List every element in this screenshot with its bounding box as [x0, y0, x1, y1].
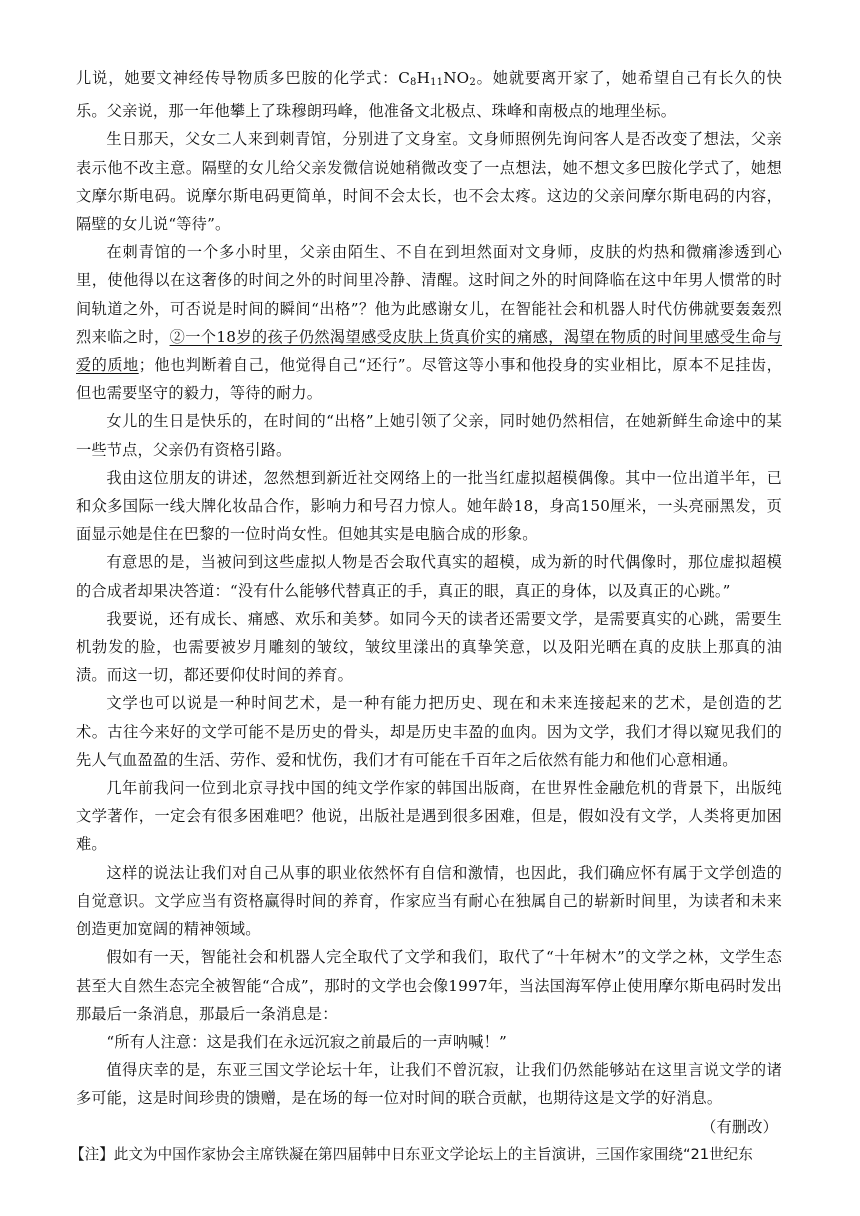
paragraph-10: 这样的说法让我们对自己从事的职业依然怀有自信和激情，也因此，我们确应怀有属于文学创造的自觉意识。文学应当有资格赢得时间的养育，作家应当有耐心在独属自己的崭新时间里，为读者和未来创造更加宽阔的精神领域。 — [76, 863, 782, 939]
paragraph-6: 有意思的是，当被问到这些虚拟人物是否会取代真实的超模，成为新的时代偶像时，那位虚拟超模的合成者却果决答道：“没有什么能够代替真正的手，真正的眼，真正的身体，以及真正的心跳。” — [76, 553, 782, 600]
text-run: ；他也判断着自己，他觉得自己“还行”。尽管这等小事和他投身的实业相比，原本不足挂齿，但也需要坚守的毅力，等待的耐力。 — [76, 356, 782, 403]
paragraph-13: 值得庆幸的是，东亚三国文学论坛十年，让我们不曾沉寂，让我们仍然能够站在这里言说文学的诸多可能，这是时间珍贵的馈赠，是在场的每一位对时间的联合贡献，也期待这是文学的好消息。 — [76, 1061, 782, 1108]
text-run: 在刺青馆的一个多小时里，父亲由陌生、不自在到坦然面对文身师，皮肤的灼热和微痛渗透到心里，使他得以在这奢侈的时间之外的时间里冷静、清醒。这时间之外的时间降临在这中年男人惯常的时间轨道之外，可否说是时间的瞬间“出格”？他为此感谢女儿，在智能社会和机器人时代仿佛就要轰轰烈烈来临之时， — [76, 243, 782, 346]
paragraph-1 — [76, 64, 782, 125]
paragraph-5: 我由这位朋友的讲述，忽然想到新近社交网络上的一批当红虚拟超模偶像。其中一位出道半年，已和众多国际一线大牌化妆品合作，影响力和号召力惊人。她年龄18，身高150厘米，一头亮丽黑发，页面显示她是住在巴黎的一位时尚女性。但她其实是电脑合成的形象。 — [76, 468, 782, 544]
footnote: 【注】此文为中国作家协会主席铁凝在第四届韩中日东亚文学论坛上的主旨演讲，三国作家围绕“21世纪东 — [70, 1145, 753, 1163]
paragraph-9: 几年前我问一位到北京寻找中国的纯文学作家的韩国出版商，在世界性金融危机的背景下，出版纯文学著作，一定会有很多困难吧？他说，出版社是遇到很多困难，但是，假如没有文学，人类将更加困难。 — [76, 779, 782, 854]
edit-note: （有删改） — [701, 1117, 778, 1136]
paragraph-3 — [76, 238, 782, 407]
paragraph-7: 我要说，还有成长、痛感、欢乐和美梦。如同今天的读者还需要文学，是需要真实的心跳，需要生机勃发的脸，也需要被岁月雕刻的皱纹，皱纹里漾出的真挚笑意，以及阳光晒在真的皮肤上那真的油渍。而这一切，都还要仰仗时间的养育。 — [76, 609, 782, 685]
underlined-sentence-2: ②一个18岁的孩子仍然渴望感受皮肤上货真价实的痛感，渴望在物质的时间里感受生命与爱的质地 — [76, 327, 783, 375]
subscript: 2 — [469, 77, 476, 88]
text-run: NO — [443, 69, 470, 87]
paragraph-11: 假如有一天，智能社会和机器人完全取代了文学和我们，取代了“十年树木”的文学之林，文学生态甚至大自然生态完全被智能“合成”，那时的文学也会像1997年，当法国海军停止使用摩尔斯电码时发出那最后一条消息，那最后一条消息是： — [76, 948, 782, 1023]
quote-paragraph: “所有人注意：这是我们在永远沉寂之前最后的一声呐喊！” — [106, 1032, 508, 1051]
subscript: 11 — [430, 77, 444, 88]
paragraph-4: 女儿的生日是快乐的，在时间的“出格”上她引领了父亲，同时她仍然相信，在她新鲜生命途中的某一些节点，父亲仍有资格引路。 — [76, 412, 782, 459]
text-run: 。她就要离开家了，她希望自己有长久的快乐。父亲说，那一年他攀上了珠穆朗玛峰，他准备文北极点、珠峰和南极点的地理坐标。 — [76, 69, 782, 121]
text-run: 儿说，她要文神经传导物质多巴胺的化学式：C — [76, 69, 411, 87]
subscript: 8 — [410, 77, 417, 88]
document-page — [70, 64, 783, 1169]
paragraph-2: 生日那天，父女二人来到刺青馆，分别进了文身室。文身师照例先询问客人是否改变了想法，父亲表示他不改主意。隔壁的女儿给父亲发微信说她稍微改变了一点想法，她不想文多巴胺化学式了，她想文摩尔斯电码。说摩尔斯电码更简单，时间不会太长，也不会太疼。这边的父亲问摩尔斯电码的内容，隔壁的女儿说“等待”。 — [76, 130, 782, 234]
text-run: H — [416, 69, 431, 87]
paragraph-8: 文学也可以说是一种时间艺术，是一种有能力把历史、现在和未来连接起来的艺术，是创造的艺术。古往今来好的文学可能不是历史的骨头，却是历史丰盈的血肉。因为文学，我们才得以窥见我们的先人气血盈盈的生活、劳作、爱和忧伤，我们才有可能在千百年之后依然有能力和他们心意相通。 — [76, 694, 782, 769]
